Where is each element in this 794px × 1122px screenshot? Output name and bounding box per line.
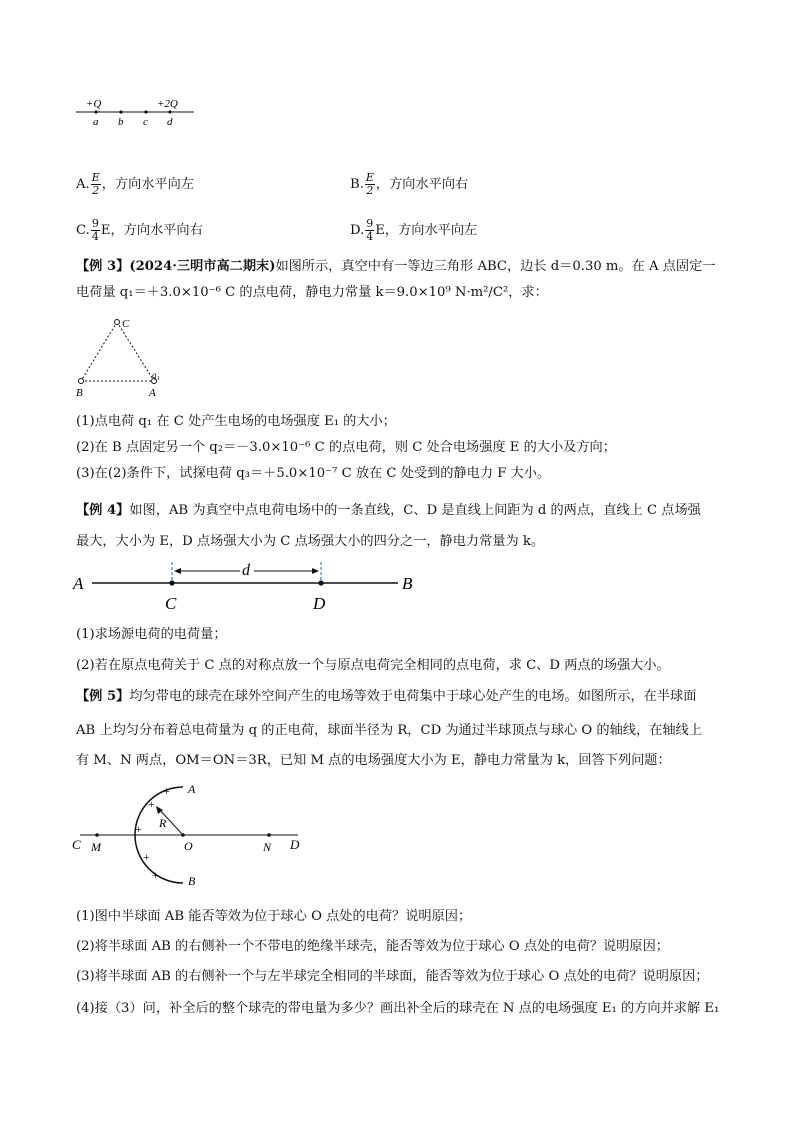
ex4-line2: 最大，大小为 E，D 点场强大小为 C 点场强大小的四分之一，静电力常量为 k。 (76, 534, 545, 549)
label-r: R (159, 816, 167, 830)
side-cb (81, 322, 117, 381)
point-c (144, 110, 147, 113)
triangle-figure (72, 312, 172, 402)
option-letter: C. (76, 223, 90, 238)
option-letter: B. (350, 177, 364, 192)
label-m: M (91, 840, 101, 854)
option-text: E，方向水平向右 (100, 223, 203, 238)
label-o: O (184, 839, 193, 853)
plus-sign: + (135, 822, 142, 836)
label-b: B (188, 874, 196, 888)
label-n: N (263, 840, 272, 854)
ex5-question-4: (4)接（3）问，补全后的整个球壳的带电量为多少？画出补全后的球壳在 N 点的电场强度 E₁ 的方向并求解 E₁ (76, 1001, 720, 1016)
ex5-line1 (76, 688, 696, 706)
example-source: (2024·三明市高二期末) (129, 259, 276, 274)
plus-sign: + (148, 797, 155, 811)
label-a: A (73, 574, 84, 593)
point-b (119, 110, 122, 113)
fraction-numerator: 9 (91, 217, 99, 230)
fraction-denominator: 4 (366, 230, 374, 243)
ex3-question-1: (1)点电荷 q₁ 在 C 处产生电场的电场强度 E₁ 的大小； (76, 414, 396, 429)
ex4-line1 (76, 502, 701, 520)
plus-sign: + (163, 784, 170, 798)
ex5-question-2: (2)将半球面 AB 的右侧补一个不带电的绝缘半球壳，能否等效为位于球心 O 点处的电荷？说明原因； (76, 939, 669, 954)
example-tag: 【例 4】 (76, 503, 130, 518)
arrow-right-head (312, 568, 319, 574)
arrow-left-head (174, 568, 181, 574)
label-c: c (143, 116, 148, 128)
label-c: C (72, 837, 81, 852)
fraction-numerator: E (91, 171, 100, 184)
option-fraction (365, 218, 374, 243)
label-d: D (313, 594, 326, 613)
ex5-line3: 有 M、N 两点，OM＝ON＝3R，已知 M 点的电场强度大小为 E，静电力常量为 k，回答下列问题： (76, 753, 671, 768)
fraction-denominator: 2 (366, 184, 374, 197)
label-d: D (290, 837, 300, 852)
point-d (318, 580, 323, 585)
vertex-b (79, 379, 84, 384)
option-c (76, 218, 203, 243)
example-tag: 【例 5】 (76, 689, 130, 704)
option-d (350, 218, 477, 243)
option-b (350, 172, 468, 197)
point-c (169, 580, 174, 585)
label-plus-q: +Q (86, 98, 102, 110)
ex3-line2: 电荷量 q₁＝＋3.0×10⁻⁶ C 的点电荷，静电力常量 k＝9.0×10⁹ N·m²/C²，求： (76, 285, 548, 300)
example-text: 均匀带电的球壳在球外空间产生的电场等效于电荷集中于球心处产生的电场。如图所示，在半球面 (129, 689, 697, 704)
label-a: A (188, 782, 196, 796)
ex3-question-3: (3)在(2)条件下，试探电荷 q₃＝＋5.0×10⁻⁷ C 放在 C 处受到的静电力 F 大小。 (76, 466, 551, 481)
label-q1: q₁ (152, 370, 160, 380)
label-d-dist: d (242, 562, 250, 579)
line-cd-figure (68, 558, 428, 616)
hemisphere-figure (70, 775, 310, 895)
charge-line-figure (70, 92, 210, 132)
label-b: B (76, 387, 83, 399)
point-n (267, 833, 271, 837)
ex3-line1 (76, 258, 715, 276)
option-letter: D. (350, 223, 365, 238)
label-b: B (402, 574, 413, 593)
ex4-question-2: (2)若在原点电荷关于 C 点的对称点放一个与原点电荷完全相同的点电荷，求 C、D 两点的场强大小。 (76, 658, 670, 673)
point-m (95, 833, 99, 837)
plus-sign: + (143, 850, 150, 864)
label-b: b (118, 116, 124, 128)
example-tag: 【例 3】 (76, 259, 130, 274)
label-plus-2q: +2Q (157, 98, 178, 110)
example-text: 如图，AB 为真空中点电荷电场中的一条直线，C、D 是直线上间距为 d 的两点，直线上 C 点场强 (129, 503, 701, 518)
option-a (76, 172, 194, 197)
label-d: d (167, 116, 173, 128)
option-text: ，方向水平向左 (101, 177, 195, 192)
fraction-numerator: E (365, 171, 374, 184)
label-c: C (165, 594, 177, 613)
point-o (181, 833, 185, 837)
ex3-question-2: (2)在 B 点固定另一个 q₂＝－3.0×10⁻⁶ C 的点电荷，则 C 处合电场强度 E 的大小及方向； (76, 440, 616, 455)
ex4-question-1: (1)求场源电荷的电荷量； (76, 627, 227, 642)
label-a: A (149, 387, 156, 399)
option-text: E，方向水平向左 (375, 223, 478, 238)
label-c: C (122, 318, 130, 330)
point-d (168, 110, 171, 113)
option-letter: A. (76, 177, 90, 192)
example-text: 如图所示，真空中有一等边三角形 ABC，边长 d＝0.30 m。在 A 点固定一 (275, 259, 716, 274)
ex5-question-3: (3)将半球面 AB 的右侧补一个与左半球完全相同的半球面，能否等效为位于球心 O 点处的电荷？说明原因； (76, 969, 709, 984)
vertex-c (115, 320, 120, 325)
plus-sign: + (152, 868, 159, 882)
ex5-question-1: (1)图中半球面 AB 能否等效为位于球心 O 点处的电荷？说明原因； (76, 909, 472, 924)
option-fraction (365, 172, 375, 197)
fraction-denominator: 2 (92, 184, 100, 197)
fraction-numerator: 9 (366, 217, 374, 230)
label-a: a (93, 116, 99, 128)
option-text: ，方向水平向右 (375, 177, 469, 192)
option-fraction (91, 218, 100, 243)
ex5-line2: AB 上均匀分布着总电荷量为 q 的正电荷，球面半径为 R，CD 为通过半球顶点与球心 O 的轴线，在轴线上 (76, 723, 702, 738)
side-ca (117, 322, 154, 381)
option-fraction (91, 172, 101, 197)
point-a (94, 110, 97, 113)
fraction-denominator: 4 (91, 230, 99, 243)
